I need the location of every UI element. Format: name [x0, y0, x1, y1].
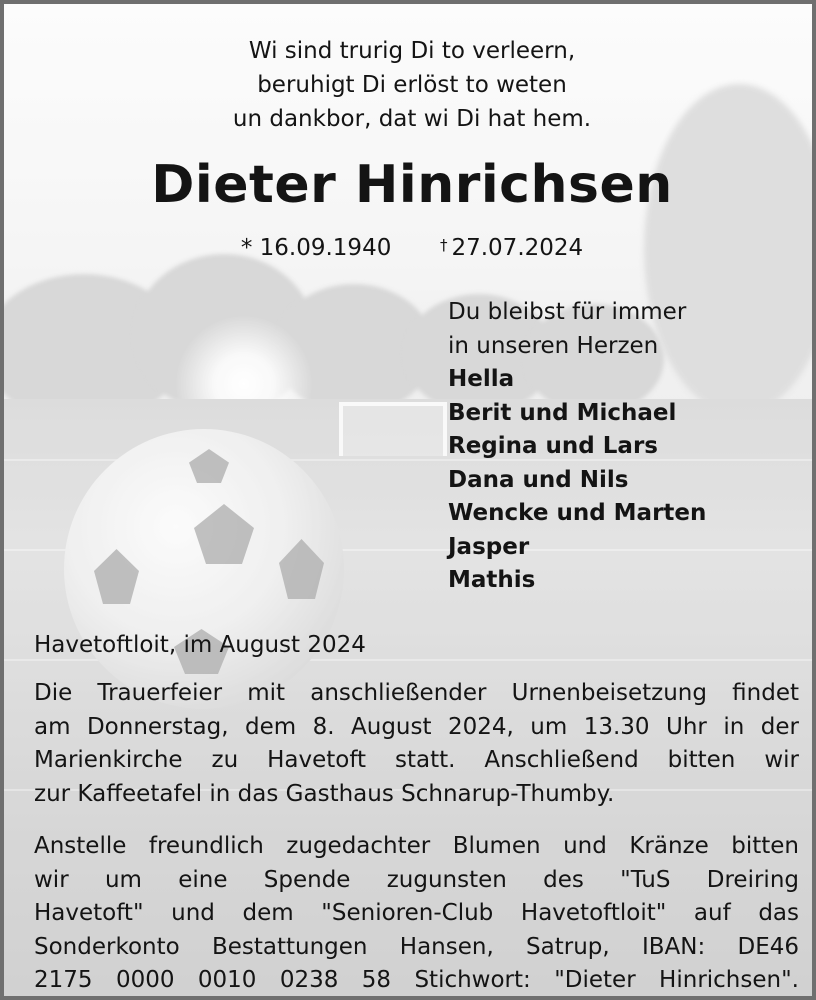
mourners-intro-line: Du bleibst für immer — [448, 299, 687, 325]
donation-notice-line: wir um eine Spende zugunsten des "TuS Dreiring — [34, 866, 799, 893]
funeral-notice-line: Die Trauerfeier mit anschließender Urnenbeisetzung findet — [34, 680, 799, 706]
mourners-block — [448, 296, 706, 598]
mourner-name: Dana und Nils — [448, 466, 629, 493]
funeral-notice-line: zur Kaffeetafel in das Gasthaus Schnarup-Thumby. — [34, 780, 615, 807]
birth-symbol: * — [240, 235, 253, 261]
funeral-notice-line: am Donnerstag, dem 8. August 2024, um 13.30 Uhr in der — [34, 713, 799, 740]
mourner-name: Wencke und Marten — [448, 500, 707, 526]
place-and-date: Havetoftloit, im August 2024 — [34, 632, 366, 658]
death-cross-icon: † — [439, 236, 448, 254]
funeral-notice — [34, 677, 799, 811]
funeral-notice-line: Marienkirche zu Havetoft statt. Anschließend bitten wir — [34, 747, 799, 773]
poem-line: Wi sind trurig Di to verleern, — [248, 38, 576, 64]
mourner-name: Hella — [448, 366, 515, 392]
donation-notice — [34, 830, 799, 998]
mourners-intro-line: in unseren Herzen — [448, 332, 659, 359]
donation-notice-line: 2175 0000 0010 0238 58 Stichwort: "Dieter Hinrichsen". — [34, 967, 799, 993]
mourner-name: Berit und Michael — [448, 399, 677, 426]
poem-line: beruhigt Di erlöst to weten — [257, 72, 567, 98]
mourner-name: Regina und Lars — [448, 433, 658, 459]
poem-line: un dankbor, dat wi Di hat hem. — [232, 106, 592, 132]
donation-notice-line: Sonderkonto Bestattungen Hansen, Satrup, IBAN: DE46 — [34, 933, 799, 960]
donation-notice-line: Havetoft" und dem "Senioren-Club Havetoftloit" auf das — [34, 900, 799, 926]
birth-date: 16.09.1940 — [259, 235, 392, 261]
life-dates — [4, 229, 816, 264]
deceased-name: Dieter Hinrichsen — [151, 155, 673, 215]
mourner-name: Jasper — [448, 533, 530, 560]
mourner-name: Mathis — [448, 567, 536, 593]
donation-notice-line: Anstelle freundlich zugedachter Blumen und Kränze bitten — [34, 833, 799, 859]
memorial-poem — [4, 34, 816, 136]
death-date: 27.07.2024 — [451, 235, 584, 261]
